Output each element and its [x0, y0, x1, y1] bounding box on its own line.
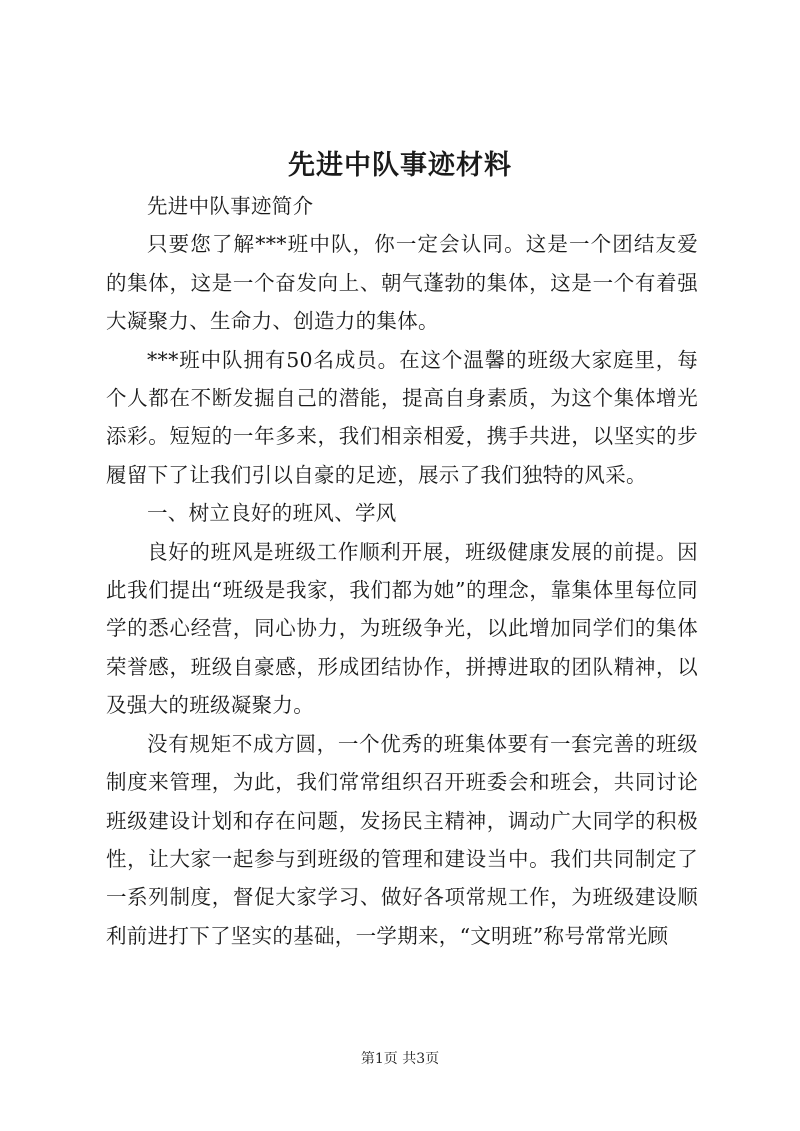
paragraph: 没有规矩不成方圆，一个优秀的班集体要有一套完善的班级制度来管理，为此，我们常常组织召开班委会和班会，共同讨论班级建设计划和存在问题，发扬民主精神，调动广大同学的积极性，让大家一起参与到班级的管理和建设当中。我们共同制定了一系列制度，督促大家学习、做好各项常规工作，为班级建设顺利前进打下了坚实的基础，一学期来，“文明班”称号常常光顾 [106, 731, 698, 948]
paragraph: 只要您了解***班中队，你一定会认同。这是一个团结友爱的集体，这是一个奋发向上、朝气蓬勃的集体，这是一个有着强大凝聚力、生命力、创造力的集体。 [106, 232, 698, 334]
paragraph: ***班中队拥有50名成员。在这个温馨的班级大家庭里，每个人都在不断发掘自己的潜能，提高自身素质，为这个集体增光添彩。短短的一年多来，我们相亲相爱，携手共进，以坚实的步履留下了让我们引以自豪的足迹，展示了我们独特的风采。 [106, 347, 698, 487]
paragraph: 良好的班风是班级工作顺利开展，班级健康发展的前提。因此我们提出“班级是我家，我们都为她”的理念，靠集体里每位同学的悉心经营，同心协力，为班级争光，以此增加同学们的集体荣誉感，班级自豪感，形成团结协作，拼搏进取的团队精神，以及强大的班级凝聚力。 [106, 539, 698, 718]
paragraph-intro-heading: 先进中队事迹简介 [147, 194, 314, 218]
section-heading: 一、树立良好的班风、学风 [147, 501, 397, 526]
document-title: 先进中队事迹材料 [288, 150, 512, 181]
page-footer: 第1页 共3页 [360, 1051, 440, 1067]
document-body [106, 187, 698, 955]
